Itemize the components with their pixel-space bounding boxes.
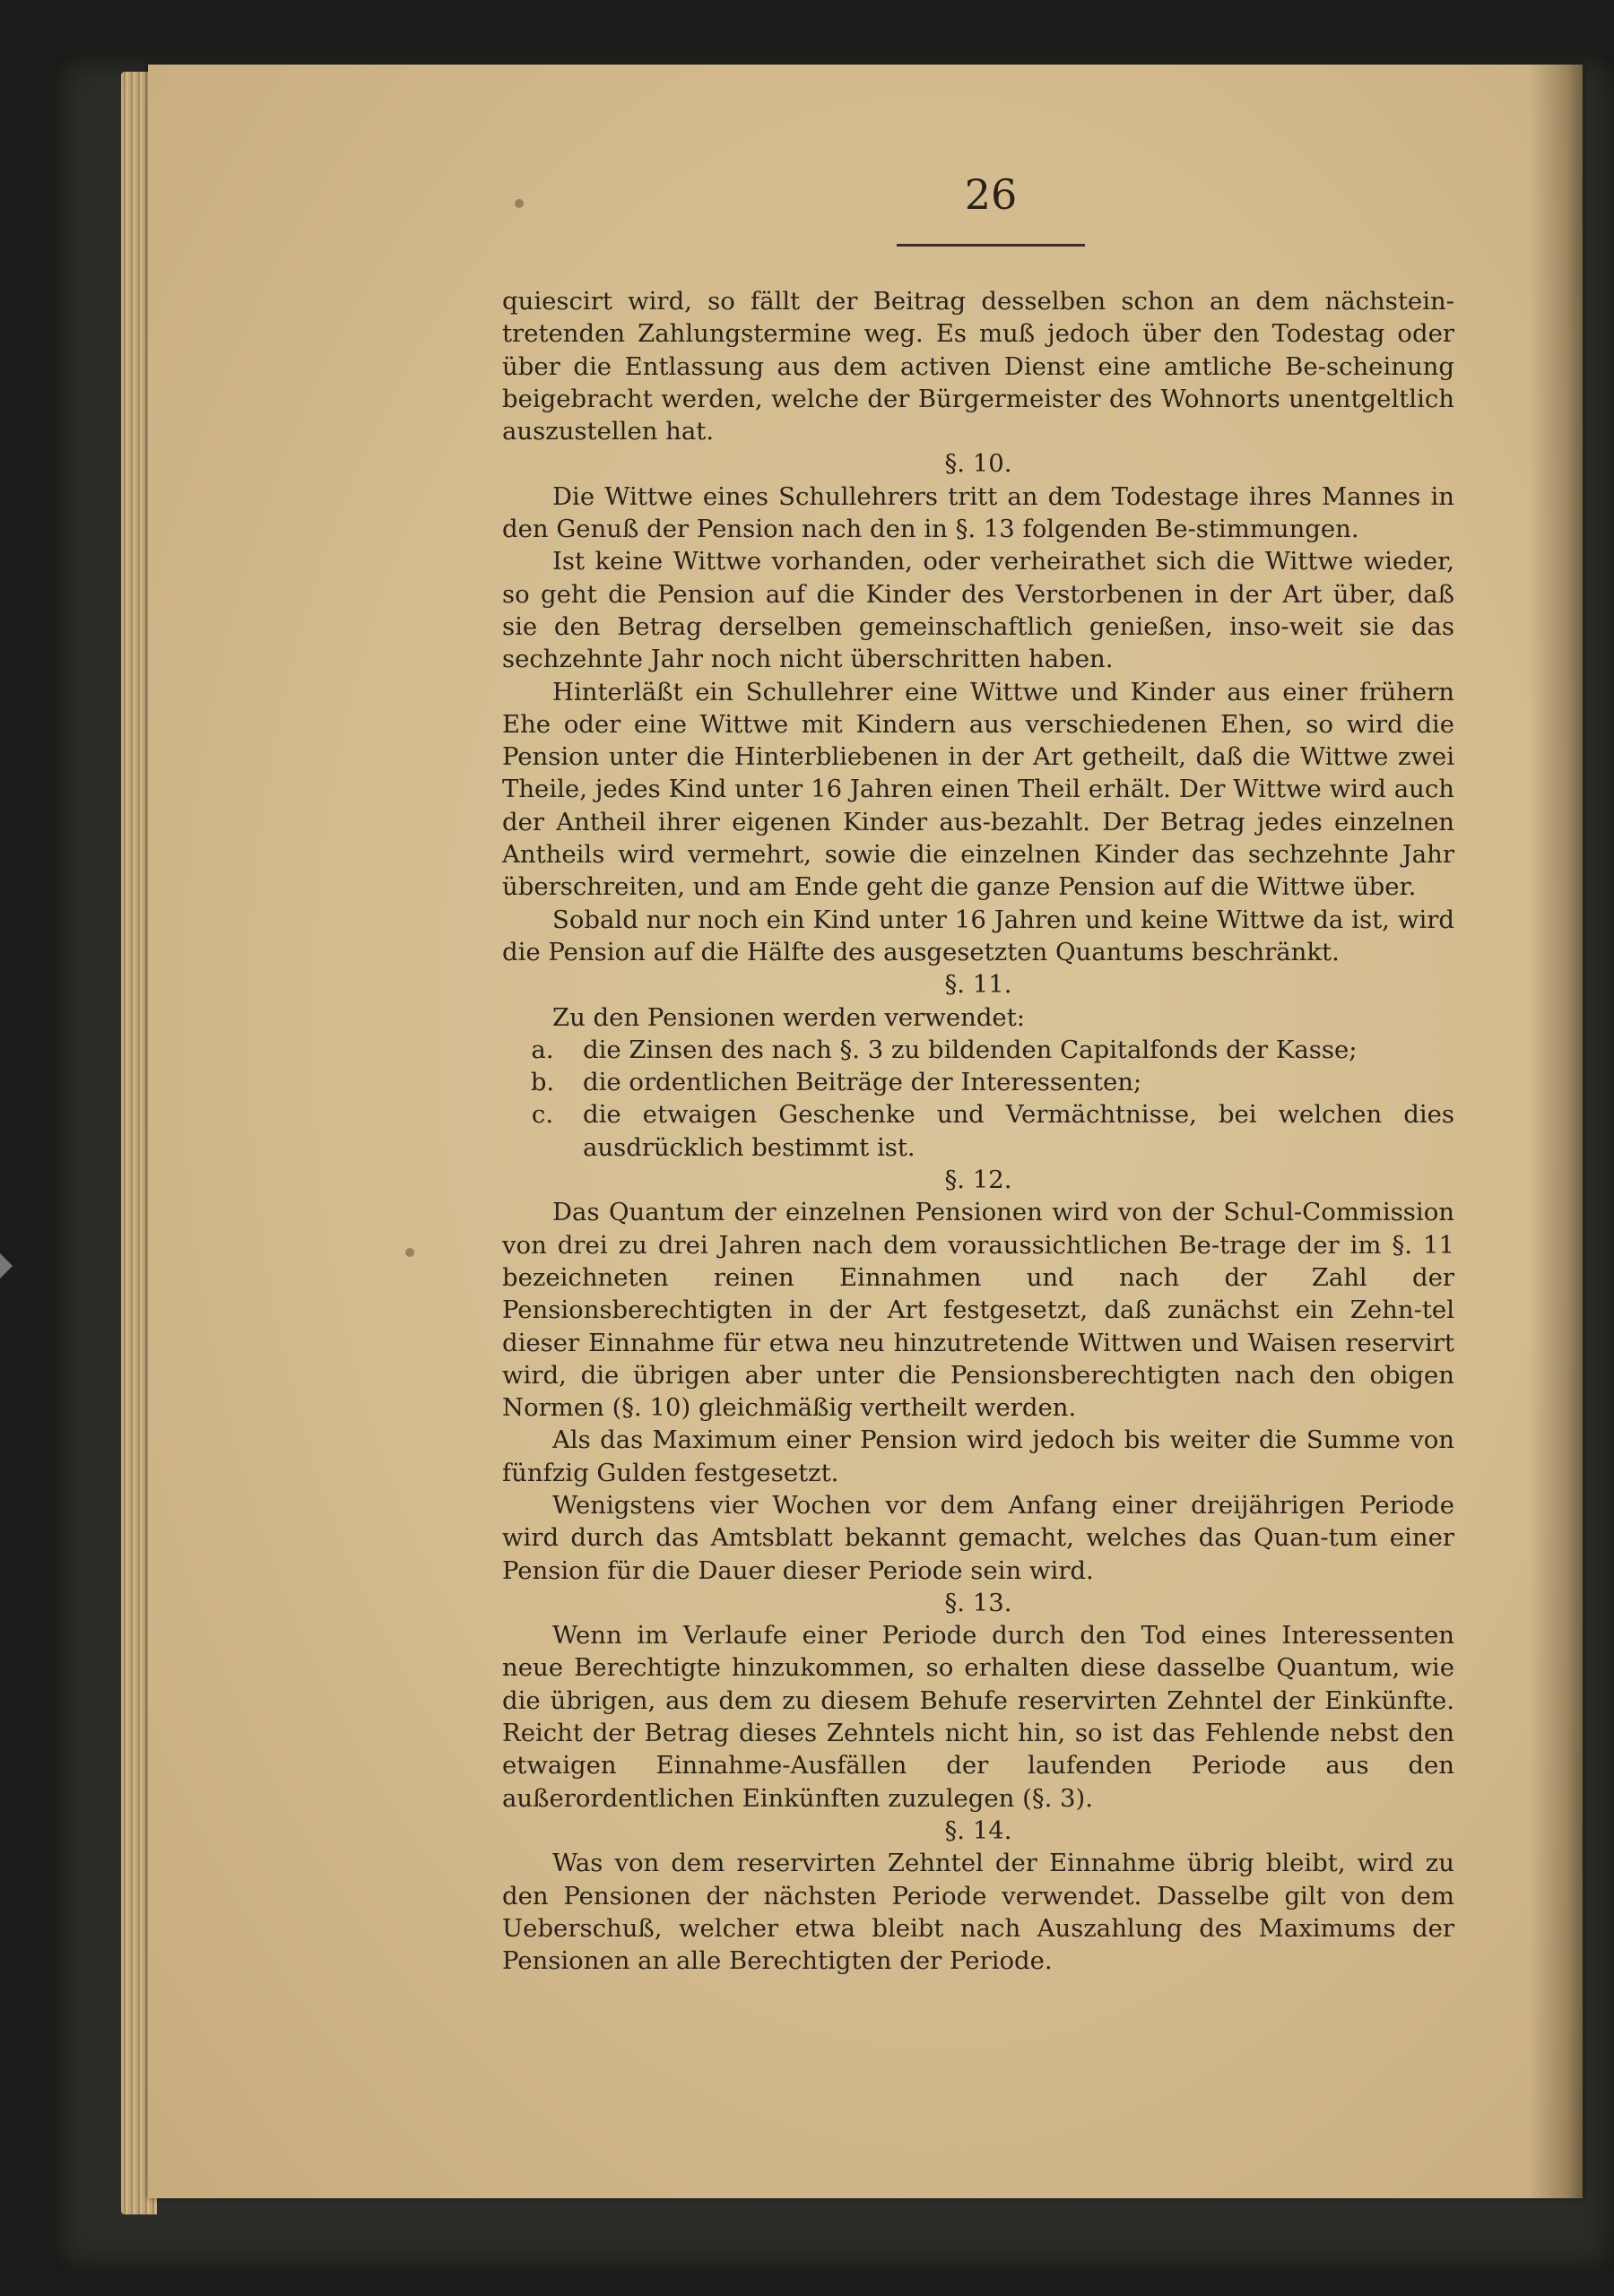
page-gutter-shadow <box>1529 65 1583 2198</box>
section-heading: §. 12. <box>944 1165 1012 1195</box>
paragraph: Hinterläßt ein Schullehrer eine Wittwe und Kinder aus einer frühern Ehe oder eine Wittwe mit Kindern aus verschiedenen Ehen, so wird die Pension unter die Hinterbliebenen in der Art getheilt, daß die Wittwe zwei Theile, jedes Kind unter 16 Jahren einen Theil erhält. Der Wittwe wird auch der Antheil ihrer eigenen Kinder aus-bezahlt. Der Betrag jedes einzelnen Antheils wird vermehrt, sowie die einzelnen Kinder das sechzehnte Jahr überschreiten, und am Ende geht die ganze Pension auf die Wittwe über. <box>502 677 1454 902</box>
paper-spot <box>405 1248 414 1257</box>
list-item-text: die etwaigen Geschenke und Vermächtnisse, bei welchen dies ausdrücklich bestimmt ist. <box>583 1100 1454 1162</box>
paragraph: Wenigstens vier Wochen vor dem Anfang einer dreijährigen Periode wird durch das Amtsblatt bekannt gemacht, welches das Quan-tum einer Pension für die Dauer dieser Periode sein wird. <box>502 1490 1454 1585</box>
paragraph: Die Wittwe eines Schullehrers tritt an dem Todestage ihres Mannes in den Genuß der Pension nach den in §. 13 folgenden Be-stimmungen. <box>502 481 1454 544</box>
paragraph: quiescirt wird, so fällt der Beitrag desselben schon an dem nächstein-tretenden Zahlungstermine weg. Es muß jedoch über den Todestag oder über die Entlassung aus dem activen Dienst eine amtliche Be-scheinung beigebracht werden, welche der Bürgermeister des Wohnorts unentgeltlich auszustellen hat. <box>502 287 1454 446</box>
section-heading: §. 10. <box>944 449 1012 479</box>
list-item-text: die ordentlichen Beiträge der Interessenten; <box>583 1068 1142 1097</box>
header-rule <box>897 244 1085 247</box>
page-number: 26 <box>964 170 1018 219</box>
list-item <box>502 1034 1454 1066</box>
paragraph: Zu den Pensionen werden verwendet: <box>552 1002 1026 1032</box>
paragraph: Als das Maximum einer Pension wird jedoch bis weiter die Summe von fünfzig Gulden festgesetzt. <box>502 1425 1454 1487</box>
section-heading: §. 14. <box>944 1815 1012 1845</box>
list-item-label: c. <box>531 1100 554 1130</box>
list-item-text: die Zinsen des nach §. 3 zu bildenden Capitalfonds der Kasse; <box>583 1035 1358 1064</box>
paragraph: Sobald nur noch ein Kind unter 16 Jahren und keine Wittwe da ist, wird die Pension auf die Hälfte des ausgesetzten Quantums beschränkt. <box>502 905 1454 966</box>
paper-spot <box>515 199 524 208</box>
list-item-label: a. <box>531 1035 554 1064</box>
list-item-label: b. <box>530 1068 555 1097</box>
paragraph: Wenn im Verlaufe einer Periode durch den Tod eines Interessenten neue Berechtigte hinzukommen, so erhalten diese dasselbe Quantum, wie die übrigen, aus dem zu diesem Behufe reservirten Zehntel der Einkünfte. Reicht der Betrag dieses Zehntels nicht hin, so ist das Fehlende nebst den etwaigen Einnahme-Ausfällen der laufenden Periode aus den außerordentlichen Einkünften zuzulegen (§. 3). <box>502 1621 1454 1813</box>
page-body-text <box>502 285 1454 1977</box>
paragraph: Das Quantum der einzelnen Pensionen wird von der Schul-Commission von drei zu drei Jahren nach dem voraussichtlichen Be-trage der im §. 11 bezeichneten reinen Einnahmen und nach der Zahl der Pensionsberechtigten in der Art festgesetzt, daß zunächst ein Zehn-tel dieser Einnahme für etwa neu hinzutretende Wittwen und Waisen reservirt wird, die übrigen aber unter die Pensionsberechtigten nach den obigen Normen (§. 10) gleichmäßig vertheilt werden. <box>502 1198 1454 1423</box>
list-item <box>502 1098 1454 1164</box>
section-heading: §. 11. <box>944 970 1012 1000</box>
list-item <box>502 1066 1454 1098</box>
section-heading: §. 13. <box>944 1588 1012 1617</box>
paragraph: Was von dem reservirten Zehntel der Einnahme übrig bleibt, wird zu den Pensionen der nächsten Periode verwendet. Dasselbe gilt von dem Ueberschuß, welcher etwa bleibt nach Auszahlung des Maximums der Pensionen an alle Berechtigten der Periode. <box>502 1849 1454 1976</box>
paragraph: Ist keine Wittwe vorhanden, oder verheirathet sich die Wittwe wieder, so geht die Pension auf die Kinder des Verstorbenen in der Art über, daß sie den Betrag derselben gemeinschaftlich genießen, inso-weit sie das sechzehnte Jahr noch nicht überschritten haben. <box>502 547 1454 674</box>
arrow-marker-icon <box>0 1253 13 1278</box>
